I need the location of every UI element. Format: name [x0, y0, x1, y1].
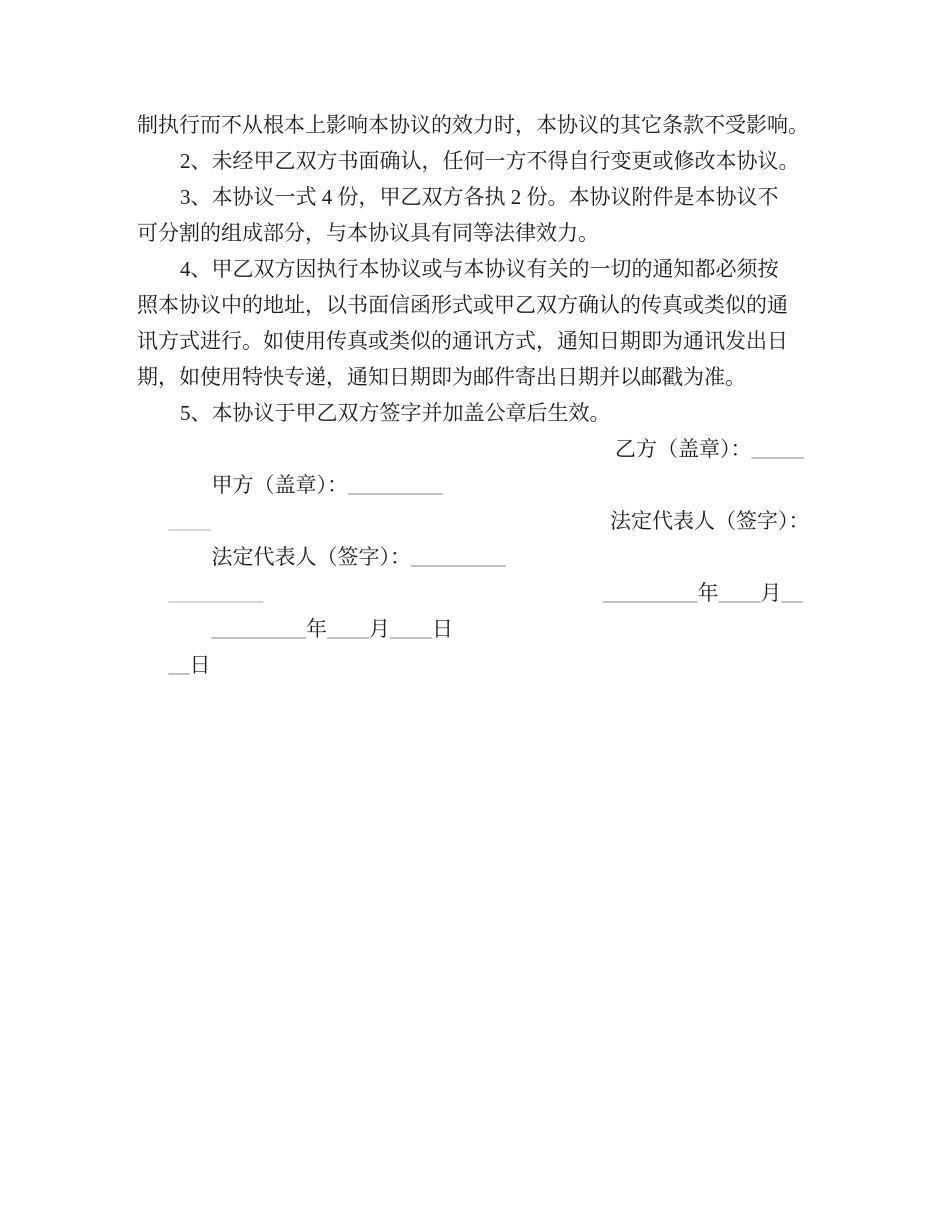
rep-a-label: 法定代表人（签字）： — [211, 545, 411, 569]
party-b-seal-label: 乙方（盖章）： — [615, 437, 752, 461]
party-b-seal-blank: _____ — [751, 437, 804, 461]
clause-1-continuation-line: 制执行而不从根本上影响本协议的效力时，本协议的其它条款不受影响。 — [137, 113, 809, 137]
date-b-year-label: 年 — [697, 581, 719, 605]
document-content — [137, 107, 842, 677]
date-b-year-blank: _________ — [603, 581, 698, 605]
clause-3-line-2: 可分割的组成部分，与本协议具有同等法律效力。 — [137, 221, 599, 245]
clause-4-line-2: 照本协议中的地址，以书面信函形式或甲乙双方确认的传真或类似的通 — [137, 293, 788, 317]
date-b-month-blank: ____ — [718, 581, 761, 605]
rep-a-blank: _________ — [411, 545, 506, 569]
representative-row — [137, 503, 842, 569]
date-b — [603, 575, 803, 611]
date-a-day-label: 日 — [432, 617, 453, 641]
date-b-day-label: 日 — [189, 653, 211, 677]
rep-b-label: 法定代表人（签字）： — [610, 509, 810, 533]
clause-3-line-1: 3、本协议一式 4 份，甲乙双方各执 2 份。本协议附件是本协议不 — [180, 185, 779, 209]
party-a-seal-label: 甲方（盖章）： — [211, 473, 348, 497]
clause-4-line-4: 期，如使用特快专递，通知日期即为邮件寄出日期并以邮戳为准。 — [137, 365, 746, 389]
rep-b-blank-wrapped: _________ — [168, 581, 263, 605]
date-a-month-blank: ____ — [327, 617, 369, 641]
clause-2-line: 2、未经甲乙双方书面确认，任何一方不得自行变更或修改本协议。 — [180, 149, 800, 173]
date-b-day-blank-wrapped: __ — [168, 653, 190, 677]
date-b-day-blank-part: __ — [781, 581, 803, 605]
party-b-seal — [615, 431, 804, 467]
clause-4-line-1: 4、甲乙双方因执行本协议或与本协议有关的一切的通知都必须按 — [180, 257, 779, 281]
date-b-wrapped-line — [137, 611, 842, 677]
date-a-day-blank: ____ — [390, 617, 432, 641]
date-a-month-label: 月 — [369, 617, 390, 641]
party-a-seal-blank: _________ — [348, 473, 443, 497]
date-a-year-label: 年 — [306, 617, 327, 641]
party-b-seal-blank-wrapped: ____ — [168, 509, 211, 533]
date-row — [137, 575, 842, 641]
rep-b-blank-wrapped-line — [137, 539, 842, 605]
seal-row — [137, 431, 842, 497]
rep-b — [610, 503, 810, 539]
clause-4-line-3: 讯方式进行。如使用传真或类似的通讯方式，通知日期即为通讯发出日 — [137, 329, 788, 353]
clause-5-line: 5、本协议于甲乙双方签字并加盖公章后生效。 — [180, 401, 611, 425]
date-a-year-blank: _________ — [211, 617, 306, 641]
date-b-month-label: 月 — [760, 581, 782, 605]
